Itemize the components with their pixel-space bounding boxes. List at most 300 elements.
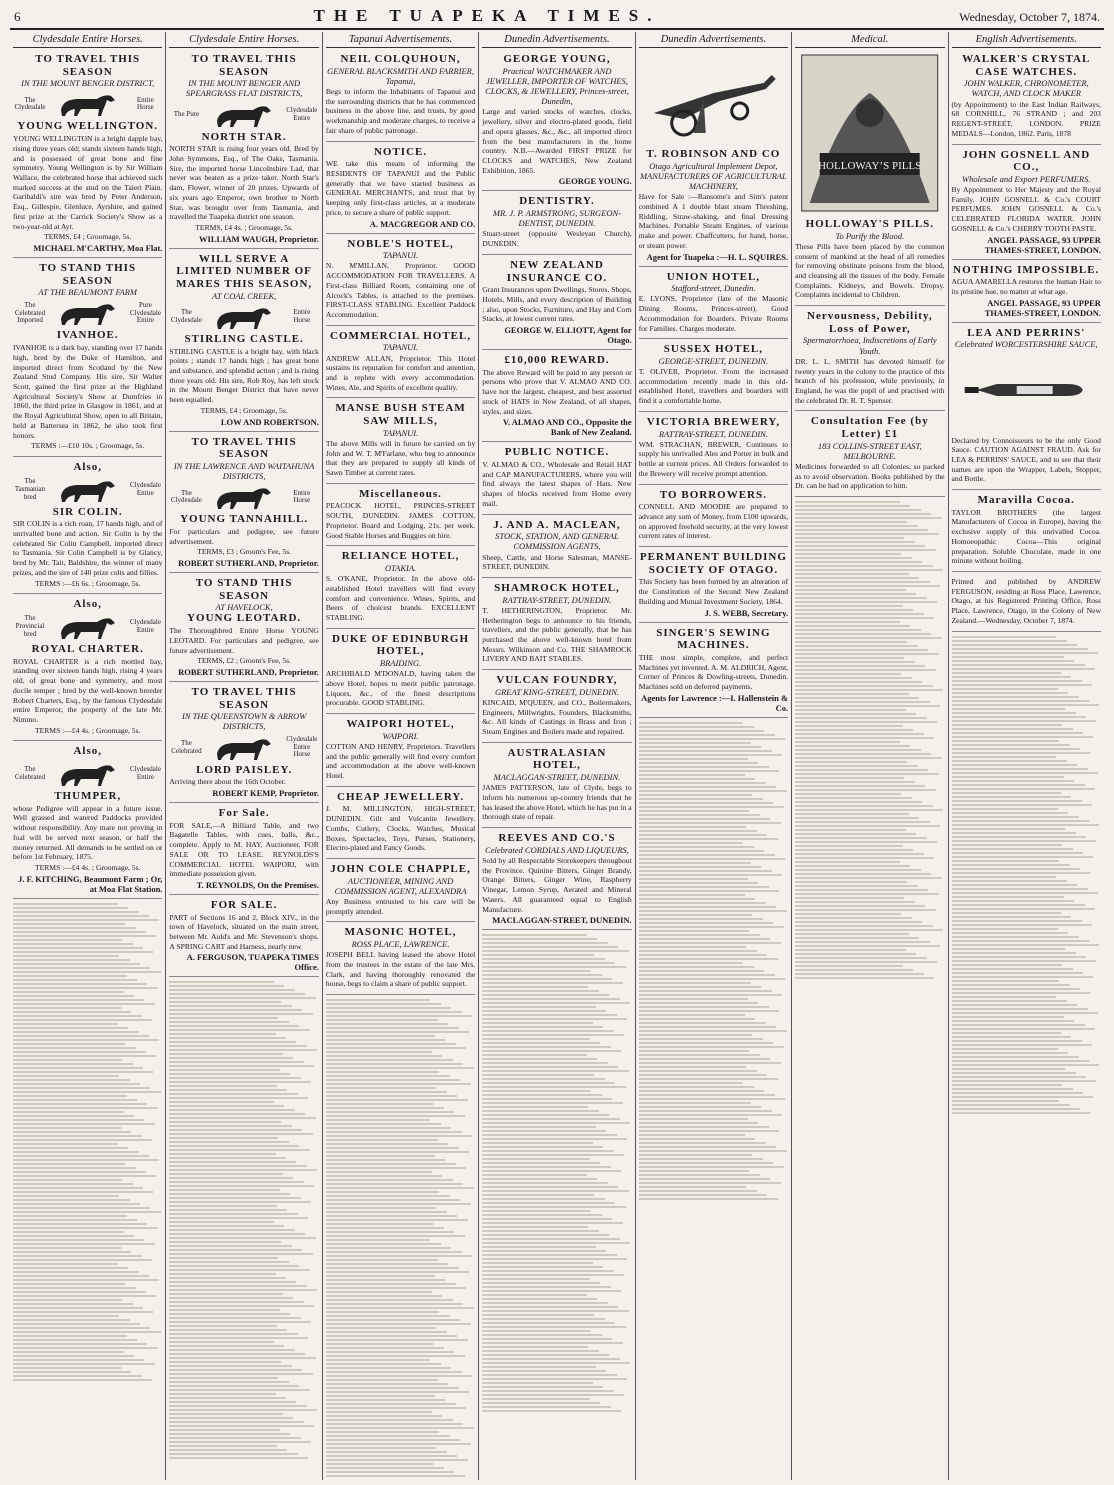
fine-print-line bbox=[169, 1437, 300, 1439]
horse-illustration-icon bbox=[53, 760, 123, 788]
fine-print-line bbox=[326, 1459, 468, 1461]
fine-print-line bbox=[639, 850, 765, 852]
fine-print-line bbox=[326, 1427, 474, 1429]
fine-print-line bbox=[639, 774, 745, 776]
column-6 bbox=[792, 32, 948, 1480]
fine-print-line bbox=[639, 1142, 766, 1144]
ad-body: By Appointment to Her Majesty and the Royal Family. JOHN GOSNELL & Co.'s COURT PERFUMES. JOHN GOSNELL & Co.'s CELEBRATED FLORIDA WATER. JOHN GOSNELL & Co.'s CHERRY TOOTH PASTE. bbox=[951, 185, 1101, 233]
fine-print-line bbox=[952, 1048, 1058, 1050]
ad-body: E. LYONS, Proprietor (late of the Masonic Dining Rooms, Princes-street). Good Accommodation for Boarders. Private Rooms for Families. Charges moderate. bbox=[638, 294, 789, 333]
fine-print-line bbox=[952, 680, 1082, 682]
ad-title: Consultation Fee (by Letter) £1 bbox=[810, 415, 929, 441]
fine-print-line bbox=[482, 1342, 622, 1344]
ad-title: COMMERCIAL HOTEL, bbox=[330, 329, 472, 342]
fine-print-line bbox=[795, 541, 915, 543]
fine-print-line bbox=[795, 613, 924, 615]
fine-print-line bbox=[952, 900, 1075, 902]
advertisement bbox=[169, 897, 318, 978]
fine-print-line bbox=[952, 788, 1095, 790]
fine-print-line bbox=[639, 922, 773, 924]
fine-print-line bbox=[326, 1195, 450, 1197]
fine-print-line bbox=[169, 997, 315, 999]
ad-body: ROYAL CHARTER is a rich mottled bay, standing over sixteen hands high, rising 4 years old, of great bone and symmetry, and most docile temper ; bred by the well-known breeder Robert Charters, Esq., by the famous Clydesdale entire Emperor, the property of the late Mr. Nimmo. bbox=[13, 656, 163, 724]
fine-print-line bbox=[326, 1395, 435, 1397]
fine-print-line bbox=[952, 708, 1066, 710]
fine-print-line bbox=[13, 1015, 142, 1017]
fine-print-line bbox=[482, 1126, 596, 1128]
fine-print-line bbox=[169, 1337, 308, 1339]
advertisement bbox=[482, 672, 631, 743]
fine-print-line bbox=[169, 1341, 274, 1343]
fine-print-line bbox=[326, 1351, 455, 1353]
fine-print-line bbox=[169, 1061, 303, 1063]
fine-print-line bbox=[639, 782, 766, 784]
fine-print-line bbox=[639, 978, 785, 980]
fine-print-line bbox=[952, 776, 1064, 778]
ad-body: The above Reward will be paid to any person or persons who prove that V. ALMAO AND CO. have not the largest, cheapest, and best assorted stock of HATS in New Zealand, of all shapes, styles, and sizes. bbox=[482, 367, 632, 416]
fine-print-line bbox=[639, 1010, 779, 1012]
fine-print-line bbox=[952, 1052, 1069, 1054]
fine-print-line bbox=[639, 1018, 756, 1020]
fine-print-line bbox=[952, 756, 1057, 758]
fine-print-line bbox=[639, 822, 781, 824]
fine-print-line bbox=[795, 713, 916, 715]
fine-print-line bbox=[952, 812, 1069, 814]
fine-print-line bbox=[795, 893, 938, 895]
fine-print-line bbox=[795, 681, 922, 683]
fine-print-line bbox=[482, 1082, 615, 1084]
fine-print-line bbox=[639, 966, 754, 968]
fine-print-line bbox=[952, 740, 1060, 742]
ad-body: ANDREW ALLAN, Proprietor. This Hotel sustains its reputation for comfort and attention, and is replete with every accommodation. Wines, Ale, and Spirits of excellent quality. bbox=[325, 353, 476, 392]
fine-print-line bbox=[326, 1123, 441, 1125]
fine-print-line bbox=[482, 1310, 628, 1312]
ad-title: MANSE BUSH STEAM SAW MILLS, bbox=[335, 402, 466, 428]
fine-print-line bbox=[639, 1118, 748, 1120]
fine-print-line bbox=[795, 585, 940, 587]
fine-print-line bbox=[952, 784, 1085, 786]
fine-print-line bbox=[639, 1138, 756, 1140]
ad-body: This Society has been formed by an alteration of the Constitution of the Second New Zealand Building and Mutual Investment Society, 1864. bbox=[638, 577, 789, 606]
fine-print-line bbox=[13, 1151, 139, 1153]
fine-print-line bbox=[482, 1402, 600, 1404]
fine-print-line bbox=[326, 1347, 444, 1349]
fine-print-line bbox=[952, 732, 1083, 734]
fine-print-line bbox=[952, 968, 1073, 970]
fine-print-line bbox=[795, 573, 909, 575]
ad-body: STIRLING CASTLE is a bright bay, with black points ; stands 17 hands high ; has great bone and substance, and splendid action ; and is rising three years old. His sire, Rob Roy, has left stock in the Mount Benger District that have never been equalled. bbox=[169, 346, 319, 405]
fine-print-line bbox=[482, 1162, 600, 1164]
ad-subtitle: Spermatorrhoea, Indiscretions of Early Youth. bbox=[803, 335, 937, 356]
fine-print-line bbox=[169, 1449, 287, 1451]
fine-print-line bbox=[952, 860, 1060, 862]
fine-print-line bbox=[326, 1163, 456, 1165]
fine-print-line bbox=[169, 1265, 299, 1267]
advertisement bbox=[795, 51, 944, 306]
fine-print-line bbox=[639, 1146, 776, 1148]
fine-print-line bbox=[639, 838, 778, 840]
fine-print-line bbox=[326, 1279, 446, 1281]
ad-body: WM. STRACHAN, BREWER, Continues to supply his unrivalled Ales and Porter in bulk and bottle at current prices. All Orders forwarded to the Brewery will receive prompt attention. bbox=[638, 439, 789, 478]
fine-print-line bbox=[169, 1417, 293, 1419]
ad-signature: ROBERT KEMP, Proprietor. bbox=[212, 788, 319, 798]
column-header: Medical. bbox=[795, 32, 944, 48]
fine-print-line bbox=[326, 1331, 447, 1333]
fine-print-line bbox=[169, 1201, 311, 1203]
fine-print-line bbox=[639, 806, 784, 808]
fine-print-line bbox=[326, 1423, 463, 1425]
ad-title: DUKE OF EDINBURGH HOTEL, bbox=[332, 632, 470, 658]
fine-print-line bbox=[482, 1042, 600, 1044]
horse-label-right: Clydesdale Entire bbox=[129, 618, 161, 634]
fine-print-line bbox=[795, 733, 924, 735]
fine-print-line bbox=[952, 920, 1082, 922]
fine-print-line bbox=[795, 977, 934, 979]
horse-illustration-icon bbox=[209, 483, 279, 511]
fine-print-line bbox=[639, 1154, 753, 1156]
fine-print-line bbox=[482, 1006, 596, 1008]
fine-print-line bbox=[169, 1077, 300, 1079]
column-7 bbox=[949, 32, 1104, 1480]
fine-print-line bbox=[482, 1142, 593, 1144]
fine-print-line bbox=[639, 1074, 768, 1076]
fine-print-line bbox=[169, 1005, 292, 1007]
fine-print-line bbox=[639, 906, 776, 908]
column-fine-print bbox=[482, 932, 631, 1412]
fine-print-line bbox=[326, 1015, 472, 1017]
fine-print-line bbox=[482, 986, 588, 988]
fine-print-line bbox=[326, 1227, 444, 1229]
fine-print-line bbox=[169, 1253, 312, 1255]
fine-print-line bbox=[13, 1331, 161, 1333]
ad-signature: MICHAEL M'CARTHY, Moa Flat. bbox=[33, 243, 163, 254]
horse-label-left: The Tasmanian bred bbox=[14, 477, 46, 501]
fine-print-line bbox=[952, 1072, 1076, 1074]
ad-title: Miscellaneous. bbox=[359, 487, 442, 500]
fine-print-line bbox=[326, 1171, 432, 1173]
ad-subtitle: TAPANUI. bbox=[382, 250, 419, 261]
fine-print-line bbox=[639, 1178, 770, 1180]
fine-print-line bbox=[639, 766, 769, 768]
ad-signature: A. FERGUSON, TUAPEKA TIMES Office. bbox=[186, 952, 319, 973]
fine-print-line bbox=[169, 1205, 277, 1207]
fine-print-line bbox=[952, 780, 1075, 782]
fine-print-line bbox=[169, 1245, 292, 1247]
ad-title: JOHN GOSNELL AND CO., bbox=[962, 148, 1091, 174]
fine-print-line bbox=[639, 910, 787, 912]
fine-print-line bbox=[326, 1379, 438, 1381]
fine-print-line bbox=[13, 1207, 150, 1209]
fine-print-line bbox=[169, 1101, 274, 1103]
fine-print-line bbox=[795, 957, 926, 959]
ad-body: Any Business entrusted to his care will be promptly attended. bbox=[325, 896, 476, 916]
fine-print-line bbox=[952, 820, 1089, 822]
fine-print-line bbox=[639, 1014, 745, 1016]
fine-print-line bbox=[13, 1283, 125, 1285]
horse-name: ROYAL CHARTER. bbox=[31, 642, 144, 655]
fine-print-line bbox=[482, 1018, 627, 1020]
fine-print-line bbox=[169, 1281, 296, 1283]
fine-print-line bbox=[795, 593, 916, 595]
ad-body: Grant Insurances upon Dwellings, Stores, Shops, Hotels, Mills, and every description of Building ; also, upon Stocks, Furniture, and Hay and Corn Stacks, at lowest current rates. bbox=[482, 285, 632, 324]
fine-print-line bbox=[13, 1315, 119, 1317]
ad-terms: TERMS :—£10 10s. ; Groomage, 5s. bbox=[31, 441, 145, 451]
fine-print-line bbox=[326, 1231, 455, 1233]
fine-print-line bbox=[482, 1318, 605, 1320]
column-header: Dunedin Advertisements. bbox=[639, 32, 788, 48]
fine-print-line bbox=[952, 988, 1081, 990]
fine-print-line bbox=[13, 1059, 122, 1061]
fine-print-line bbox=[326, 1063, 463, 1065]
fine-print-line bbox=[952, 640, 1067, 642]
fine-print-line bbox=[169, 1001, 281, 1003]
fine-print-line bbox=[639, 1186, 747, 1188]
horse-label-right: Clydesdale Entire bbox=[129, 765, 161, 782]
advertisement bbox=[169, 805, 318, 895]
ad-title: HOLLOWAY'S PILLS. bbox=[805, 218, 935, 230]
fine-print-line bbox=[13, 1039, 159, 1041]
ad-body: (by Appointment) to the East Indian Railways, 68 CORNHILL, 76 STRAND ; and 203 REGENT-STREET, LONDON. PRIZE MEDALS—London, 1862. Paris, 1878 bbox=[951, 99, 1101, 138]
fine-print-line bbox=[795, 769, 928, 771]
fine-print-line bbox=[13, 1259, 152, 1261]
fine-print-line bbox=[795, 797, 912, 799]
fine-print-line bbox=[326, 1387, 459, 1389]
fine-print-line bbox=[952, 664, 1085, 666]
horse-illustration-icon bbox=[53, 476, 123, 504]
fine-print-line bbox=[326, 1067, 474, 1069]
plough-illustration-icon bbox=[639, 53, 788, 143]
fine-print-line bbox=[13, 1035, 149, 1037]
fine-print-line bbox=[326, 1315, 450, 1317]
fine-print-line bbox=[482, 1354, 609, 1356]
fine-print-line bbox=[169, 1017, 278, 1019]
ad-title: Also, bbox=[73, 461, 102, 474]
ad-body: S. O'KANE, Proprietor. In the above old-established Hotel travellers will find every comfort and convenience. Wines, Spirits, and Beers of choicest brands. EXCELLENT STABLING. bbox=[325, 574, 476, 622]
fine-print-line bbox=[639, 898, 756, 900]
fine-print-line bbox=[326, 1443, 471, 1445]
fine-print-line bbox=[169, 1105, 284, 1107]
fine-print-line bbox=[795, 621, 900, 623]
ad-title: FOR SALE. bbox=[210, 898, 278, 911]
fine-print-line bbox=[482, 1166, 611, 1168]
horse-name: LORD PAISLEY. bbox=[196, 763, 293, 776]
fine-print-line bbox=[795, 965, 903, 967]
fine-print-line bbox=[795, 661, 915, 663]
fine-print-line bbox=[795, 781, 915, 783]
fine-print-line bbox=[639, 994, 782, 996]
fine-print-line bbox=[482, 1130, 606, 1132]
fine-print-line bbox=[326, 1003, 441, 1005]
fine-print-line bbox=[639, 1102, 751, 1104]
fine-print-line bbox=[326, 1115, 465, 1117]
horse-label-left: The Celebrated bbox=[171, 738, 202, 755]
fine-print-line bbox=[952, 700, 1089, 702]
fine-print-line bbox=[326, 1175, 443, 1177]
fine-print-line bbox=[952, 992, 1091, 994]
ad-body: T. HETHERINGTON, Proprietor. Mr. Hetherington begs to announce to his friends, travellers, and the public generally, that he has purchased the above well-known hotel from Messrs. Wilkinson and Co. THE SHAMROCK LIVERY AND BAIT STABLES. bbox=[482, 605, 632, 664]
fine-print-line bbox=[482, 1302, 608, 1304]
fine-print-line bbox=[639, 858, 785, 860]
fine-print-line bbox=[169, 1269, 309, 1271]
fine-print-line bbox=[952, 880, 1067, 882]
horse-row bbox=[13, 299, 162, 327]
horse-name: YOUNG WELLINGTON. bbox=[17, 120, 159, 133]
fine-print-line bbox=[13, 1079, 130, 1081]
fine-print-line bbox=[639, 866, 762, 868]
fine-print-line bbox=[482, 1254, 616, 1256]
fine-print-line bbox=[13, 963, 140, 965]
fine-print-line bbox=[169, 1013, 312, 1015]
fine-print-line bbox=[482, 1230, 599, 1232]
fine-print-line bbox=[13, 1003, 155, 1005]
column-grid bbox=[10, 32, 1104, 1480]
fine-print-line bbox=[13, 1347, 158, 1349]
fine-print-line bbox=[169, 1425, 314, 1427]
ad-title: VULCAN FOUNDRY, bbox=[496, 674, 618, 687]
fine-print-line bbox=[952, 936, 1079, 938]
fine-print-line bbox=[13, 1323, 140, 1325]
ad-body: FOR SALE,—A Billiard Table, and two Bagatelle Tables, with cues, balls, &c., complete. Apply to M. HAY, Auctioneer. FOR SALE OR TO LEASE. REYNOLDS'S COMMERCIAL HOTEL WAIPORI, with immediate possession given. bbox=[169, 820, 319, 879]
ad-body: KINCAID, M'QUEEN, and CO., Boilermakers, Engineers, Millwrights, Founders, Blacksmiths, &c. All kinds of Castings in Brass and Iron ; Steam Engines and Boilers made and repaired. bbox=[482, 697, 632, 737]
ad-signature: GEORGE YOUNG. bbox=[558, 176, 632, 187]
ad-title: TO STAND THIS SEASON bbox=[39, 262, 137, 287]
fine-print-line bbox=[795, 637, 941, 639]
fine-print-line bbox=[795, 709, 906, 711]
fine-print-line bbox=[952, 1028, 1095, 1030]
fine-print-line bbox=[639, 894, 745, 896]
advertisement bbox=[482, 745, 631, 828]
fine-print-line bbox=[326, 1303, 463, 1305]
advertisement bbox=[639, 549, 788, 622]
ad-body: J. M. MILLINGTON, HIGH-STREET, DUNEDIN. Gilt and Vulcanite Jewellery. Combs, Cutlery, Clocks, Watches, Musical Boxes, Spectacles, Toys, Purses, Stationery, Electro-plated and Fancy Goods. bbox=[325, 804, 476, 853]
ad-signature: T. REYNOLDS, On the Premises. bbox=[196, 879, 319, 890]
fine-print-line bbox=[326, 1087, 437, 1089]
fine-print-line bbox=[169, 1301, 303, 1303]
fine-print-line bbox=[13, 1263, 118, 1265]
fine-print-line bbox=[13, 923, 125, 925]
ad-body: N. M'MILLAN, Proprietor. GOOD ACCOMMODATION FOR TRAVELLERS. A First-class Billiard Room, containing one of Alcock's Tables, is attached to the premises. FIRST-CLASS STABLING. Excellent Paddock Accommodation. bbox=[325, 261, 476, 319]
fine-print-line bbox=[639, 902, 766, 904]
fine-print-line bbox=[639, 958, 778, 960]
fine-print-line bbox=[795, 865, 910, 867]
fine-print-line bbox=[482, 1058, 597, 1060]
fine-print-line bbox=[482, 1202, 615, 1204]
ad-title: TO STAND THIS SEASON bbox=[195, 577, 293, 602]
fine-print-line bbox=[13, 1227, 158, 1229]
column-fine-print bbox=[13, 901, 162, 1381]
fine-print-line bbox=[13, 1011, 131, 1013]
fine-print-line bbox=[13, 1215, 127, 1217]
fine-print-line bbox=[326, 1143, 449, 1145]
fine-print-line bbox=[13, 991, 124, 993]
fine-print-line bbox=[795, 897, 904, 899]
fine-print-line bbox=[13, 1307, 143, 1309]
fine-print-line bbox=[169, 1129, 302, 1131]
fine-print-line bbox=[795, 853, 924, 855]
fine-print-line bbox=[482, 1374, 616, 1376]
fine-print-line bbox=[482, 1186, 618, 1188]
fine-print-line bbox=[952, 1104, 1070, 1106]
advertisement bbox=[639, 625, 788, 718]
fine-print-line bbox=[169, 985, 284, 987]
fine-print-line bbox=[13, 995, 134, 997]
column-header: English Advertisements. bbox=[952, 32, 1101, 48]
fine-print-line bbox=[13, 1159, 159, 1161]
fine-print-line bbox=[795, 553, 901, 555]
fine-print-line bbox=[326, 1223, 434, 1225]
fine-print-line bbox=[169, 1257, 278, 1259]
sauce-bottle-illustration-icon bbox=[952, 350, 1101, 430]
fine-print-line bbox=[13, 1027, 128, 1029]
horse-illustration-icon bbox=[209, 101, 279, 129]
fine-print-line bbox=[482, 1282, 600, 1284]
fine-print-line bbox=[639, 730, 765, 732]
fine-print-line bbox=[795, 581, 929, 583]
fine-print-line bbox=[326, 1391, 469, 1393]
fine-print-line bbox=[952, 1092, 1083, 1094]
ad-subtitle: JOHN WALKER, CHRONOMETER, WATCH, AND CLOCK MAKER bbox=[963, 78, 1089, 99]
column-5 bbox=[636, 32, 792, 1480]
fine-print-line bbox=[169, 1369, 302, 1371]
horse-name: THUMPER, bbox=[54, 790, 122, 803]
fine-print-line bbox=[169, 1065, 314, 1067]
fine-print-line bbox=[639, 1114, 782, 1116]
ad-signature: Agents for Lawrence :—I. Hallenstein & Co. bbox=[641, 692, 789, 713]
ad-subtitle: Celebrated WORCESTERSHIRE SAUCE, bbox=[954, 339, 1098, 350]
fine-print-line bbox=[326, 1463, 434, 1465]
fine-print-line bbox=[169, 1329, 287, 1331]
fine-print-line bbox=[952, 692, 1069, 694]
ad-subtitle: AT COAL CREEK, bbox=[211, 290, 277, 301]
advertisement bbox=[326, 144, 475, 234]
fine-print-line bbox=[169, 1209, 287, 1211]
fine-print-line bbox=[795, 969, 913, 971]
ad-title: WAIPORI HOTEL, bbox=[346, 718, 455, 731]
fine-print-line bbox=[795, 561, 922, 563]
fine-print-line bbox=[639, 734, 775, 736]
ad-title: DENTISTRY. bbox=[519, 195, 595, 208]
ad-title: NEW ZEALAND INSURANCE CO. bbox=[506, 258, 608, 284]
fine-print-line bbox=[639, 786, 776, 788]
fine-print-line bbox=[482, 1242, 630, 1244]
fine-print-line bbox=[795, 805, 932, 807]
fine-print-line bbox=[169, 1229, 295, 1231]
fine-print-line bbox=[952, 1056, 1079, 1058]
fine-print-line bbox=[482, 1014, 616, 1016]
fine-print-line bbox=[326, 1095, 457, 1097]
fine-print-line bbox=[13, 1019, 152, 1021]
ad-title: TO BORROWERS. bbox=[659, 488, 767, 501]
ad-subtitle: BRAIDING. bbox=[379, 657, 422, 668]
fine-print-line bbox=[639, 1034, 753, 1036]
fine-print-line bbox=[13, 915, 149, 917]
fine-print-line bbox=[795, 677, 912, 679]
fine-print-line bbox=[482, 942, 608, 944]
fine-print-line bbox=[952, 1040, 1082, 1042]
ad-subtitle: AT THE BEAUMONT FARM bbox=[38, 287, 138, 298]
fine-print-line bbox=[795, 729, 913, 731]
fine-print-line bbox=[639, 726, 754, 728]
fine-print-line bbox=[952, 804, 1092, 806]
fine-print-line bbox=[952, 660, 1075, 662]
fine-print-line bbox=[482, 954, 594, 956]
fine-print-line bbox=[639, 1106, 762, 1108]
fine-print-line bbox=[952, 652, 1098, 654]
fine-print-line bbox=[639, 982, 751, 984]
fine-print-line bbox=[795, 773, 938, 775]
fine-print-line bbox=[639, 1030, 787, 1032]
fine-print-line bbox=[326, 1183, 463, 1185]
